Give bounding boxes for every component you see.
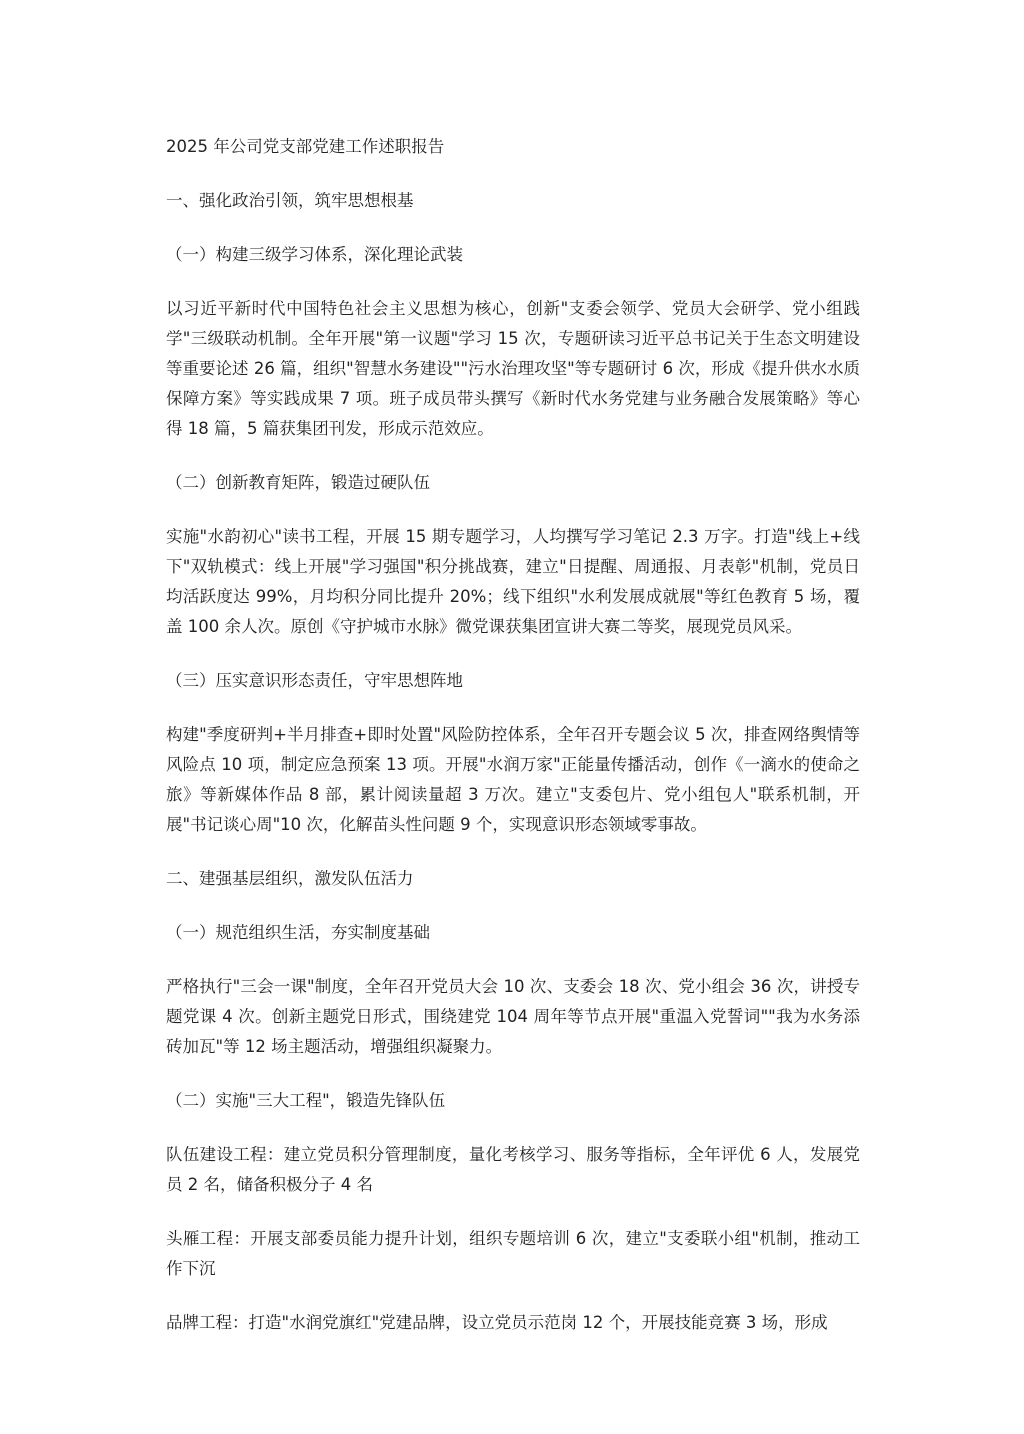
section-heading: 二、建强基层组织，激发队伍活力: [166, 869, 414, 888]
subsection-heading: （三）压实意识形态责任，守牢思想阵地: [166, 671, 463, 690]
subsection-heading: （二）实施"三大工程"，锻造先锋队伍: [166, 1091, 446, 1110]
document-body: [166, 132, 860, 1362]
subsection-heading: （一）规范组织生活，夯实制度基础: [166, 923, 430, 942]
section-heading: 一、强化政治引领，筑牢思想根基: [166, 191, 414, 210]
subsection-heading: （二）创新教育矩阵，锻造过硬队伍: [166, 473, 430, 492]
paragraph: 以习近平新时代中国特色社会主义思想为核心，创新"支委会领学、党员大会研学、党小组践学"三级联动机制。全年开展"第一议题"学习 15 次，专题研读习近平总书记关于生态文明建设等重要论述 26 篇，组织"智慧水务建设""污水治理攻坚"等专题研讨 6 次，形成《提升供水水质保障方案》等实践成果 7 项。班子成员带头撰写《新时代水务党建与业务融合发展策略》等心得 18 篇，5 篇获集团刊发，形成示范效应。: [166, 299, 860, 438]
paragraph: 构建"季度研判+半月排查+即时处置"风险防控体系，全年召开专题会议 5 次，排查网络舆情等风险点 10 项，制定应急预案 13 项。开展"水润万家"正能量传播活动，创作《一滴水的使命之旅》等新媒体作品 8 部，累计阅读量超 3 万次。建立"支委包片、党小组包人"联系机制，开展"书记谈心周"10 次，化解苗头性问题 9 个，实现意识形态领域零事故。: [166, 725, 860, 834]
paragraph: 品牌工程：打造"水润党旗红"党建品牌，设立党员示范岗 12 个，开展技能竞赛 3 场，形成: [166, 1313, 828, 1332]
subsection-heading: （一）构建三级学习体系，深化理论武装: [166, 245, 463, 264]
paragraph: 队伍建设工程：建立党员积分管理制度，量化考核学习、服务等指标，全年评优 6 人，发展党员 2 名，储备积极分子 4 名: [166, 1145, 860, 1194]
paragraph: 头雁工程：开展支部委员能力提升计划，组织专题培训 6 次，建立"支委联小组"机制，推动工作下沉: [166, 1229, 860, 1278]
paragraph: 严格执行"三会一课"制度，全年召开党员大会 10 次、支委会 18 次、党小组会 36 次，讲授专题党课 4 次。创新主题党日形式，围绕建党 104 周年等节点开展"重温入党誓词""我为水务添砖加瓦"等 12 场主题活动，增强组织凝聚力。: [166, 977, 860, 1056]
document-title: 2025 年公司党支部党建工作述职报告: [166, 137, 445, 156]
paragraph: 实施"水韵初心"读书工程，开展 15 期专题学习，人均撰写学习笔记 2.3 万字。打造"线上+线下"双轨模式：线上开展"学习强国"积分挑战赛，建立"日提醒、周通报、月表彰"机制，党员日均活跃度达 99%，月均积分同比提升 20%；线下组织"水利发展成就展"等红色教育 5 场，覆盖 100 余人次。原创《守护城市水脉》微党课获集团宣讲大赛二等奖，展现党员风采。: [166, 527, 860, 636]
